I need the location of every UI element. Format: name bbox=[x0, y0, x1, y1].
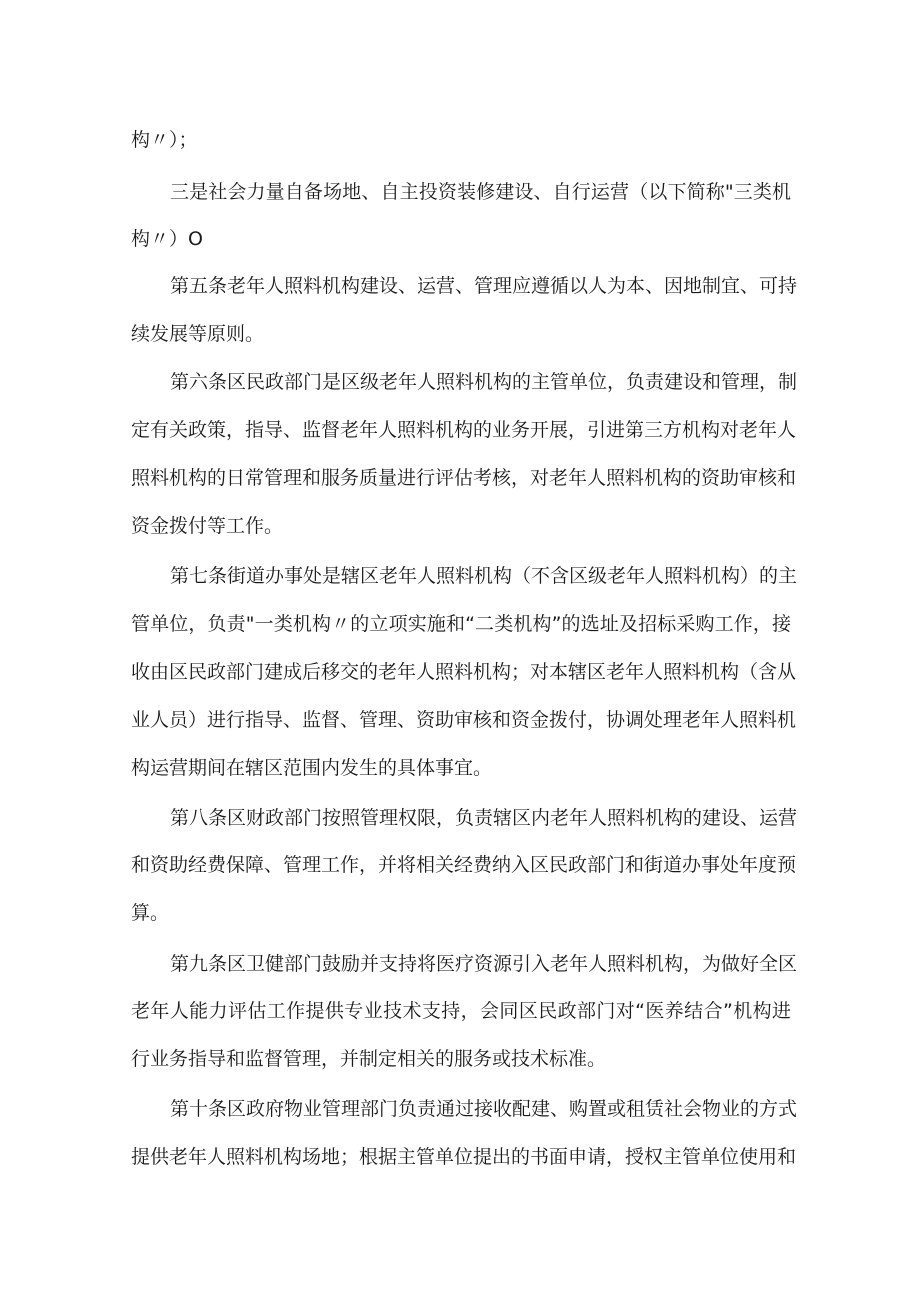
text-line: 和资助经费保障、管理工作，并将相关经费纳入区民政部门和街道办事处年度预 bbox=[131, 854, 797, 876]
text-line: 管单位，负责"一类机构〃的立项实施和“二类机构”的选址及招标采购工作，接 bbox=[131, 613, 791, 635]
text-line: 行业务指导和监督管理，并制定相关的服务或技术标准。 bbox=[131, 1048, 607, 1070]
text-line: 构〃）； bbox=[131, 129, 198, 151]
text-line: 第五条老年人照料机构建设、运营、管理应遵循以人为本、因地制宜、可持 bbox=[170, 275, 798, 297]
text-line: 提供老年人照料机构场地；根据主管单位提出的书面申请，授权主管单位使用和 bbox=[131, 1146, 797, 1168]
text-line: 第九条区卫健部门鼓励并支持将医疗资源引入老年人照料机构，为做好全区 bbox=[170, 953, 798, 975]
text-line: 第六条区民政部门是区级老年人照料机构的主管单位，负责建设和管理，制 bbox=[170, 371, 798, 393]
text-line: 老年人能力评估工作提供专业技术支持，会同区民政部门对“医养结合”机构进 bbox=[131, 1000, 791, 1022]
text-line: 第七条街道办事处是辖区老年人照料机构（不含区级老年人照料机构）的主 bbox=[170, 565, 798, 587]
text-line: 照料机构的日常管理和服务质量进行评估考核，对老年人照料机构的资助审核和 bbox=[131, 467, 797, 489]
text-line: 三是社会力量自备场地、自主投资装修建设、自行运营（以下简称"三类机 bbox=[170, 181, 791, 203]
text-line: 收由区民政部门建成后移交的老年人照料机构；对本辖区老年人照料机构（含从 bbox=[131, 661, 797, 683]
text-line: 构运营期间在辖区范围内发生的具体事宜。 bbox=[131, 757, 493, 779]
text-line: 构〃）O bbox=[131, 228, 203, 250]
text-line: 业人员）进行指导、监督、管理、资助审核和资金拨付，协调处理老年人照料机 bbox=[131, 709, 797, 731]
text-line: 第八条区财政部门按照管理权限，负责辖区内老年人照料机构的建设、运营 bbox=[170, 807, 798, 829]
text-line: 第十条区政府物业管理部门负责通过接收配建、购置或租赁社会物业的方式 bbox=[170, 1098, 798, 1120]
text-line: 资金拨付等工作。 bbox=[131, 515, 284, 537]
text-line: 定有关政策，指导、监督老年人照料机构的业务开展，引进第三方机构对老年人 bbox=[131, 419, 797, 441]
text-line: 算。 bbox=[131, 902, 170, 924]
text-line: 续发展等原则。 bbox=[131, 323, 265, 345]
